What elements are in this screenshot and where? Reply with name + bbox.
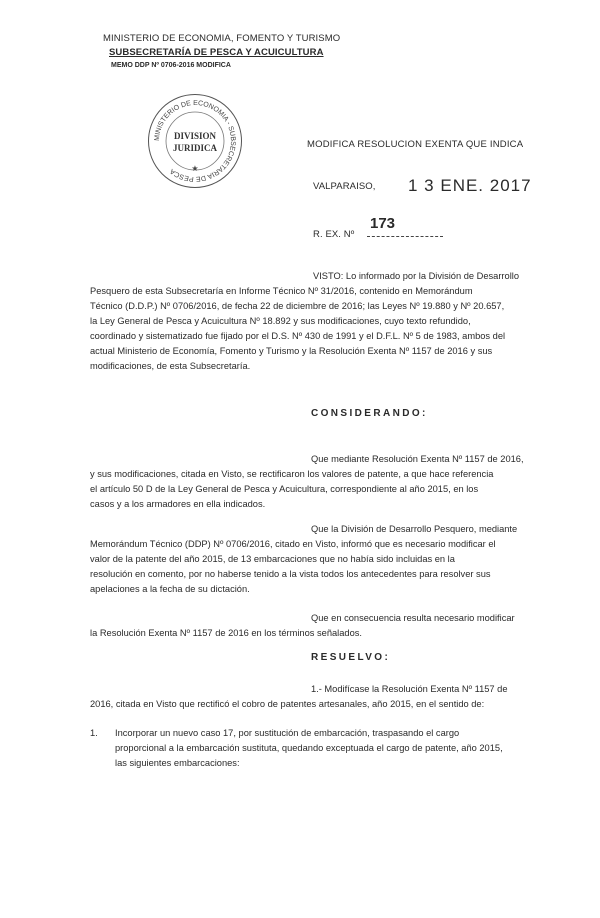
resuelvo-1-line: 1.- Modifícase la Resolución Exenta Nº 1157 de bbox=[311, 684, 508, 694]
considerando-2-line: valor de la patente del año 2015, de 13 embarcaciones que no había sido incluidas en la bbox=[90, 554, 455, 564]
considerando-3-line: la Resolución Exenta Nº 1157 de 2016 en los términos señalados. bbox=[90, 628, 362, 638]
considerando-2-line: Memorándum Técnico (DDP) Nº 0706/2016, citado en Visto, informó que es necesario modificar el bbox=[90, 539, 496, 549]
date-city: VALPARAISO, bbox=[313, 181, 376, 192]
ministry-name: MINISTERIO DE ECONOMIA, FOMENTO Y TURISMO bbox=[103, 33, 341, 44]
memo-reference: MEMO DDP Nº 0706-2016 MODIFICA bbox=[111, 62, 231, 69]
date-value: 1 3 ENE. 2017 bbox=[408, 176, 532, 195]
stamp-ring-text: MINISTERIO DE ECONOMIA - SUBSECRETARIA DE PESCA bbox=[153, 99, 237, 183]
visto-line: actual Ministerio de Economía, Fomento y Turismo y la Resolución Exenta Nº 1157 de 2016 y sus bbox=[90, 346, 493, 356]
item-1-line: Incorporar un nuevo caso 17, por sustitución de embarcación, traspasando el cargo bbox=[115, 728, 460, 738]
visto-line: Técnico (D.D.P.) Nº 0706/2016, de fecha 22 de diciembre de 2016; las Leyes Nº 19.880 y Nº 20.657, bbox=[90, 301, 505, 311]
considerando-1-line: Que mediante Resolución Exenta Nº 1157 de 2016, bbox=[311, 454, 524, 464]
visto-line: VISTO: Lo informado por la División de Desarrollo bbox=[313, 271, 520, 281]
considerando-2-line: apelaciones a la fecha de su dictación. bbox=[90, 584, 250, 594]
stamp-center-line1: DIVISION bbox=[173, 131, 217, 141]
considerando-2-line: resolución en comento, por no haberse tenido a la vista todos los antecedentes para resolver sus bbox=[90, 569, 491, 579]
stamp-center-line2: JURIDICA bbox=[172, 143, 218, 153]
considerando-3-line: Que en consecuencia resulta necesario modificar bbox=[311, 613, 515, 623]
subsecretaria-name: SUBSECRETARÍA DE PESCA Y ACUICULTURA bbox=[109, 47, 324, 58]
visto-line: la Ley General de Pesca y Acuicultura Nº 18.892 y sus modificaciones, cuyo texto refundido, bbox=[90, 316, 471, 326]
resuelvo-1-line: 2016, citada en Visto que rectificó el cobro de patentes artesanales, año 2015, en el sentido de: bbox=[90, 699, 485, 709]
considerando-1-line: y sus modificaciones, citada en Visto, se rectificaron los valores de patente, a que hace referencia bbox=[90, 469, 494, 479]
rex-number-underline bbox=[367, 236, 443, 237]
resuelvo-title: RESUELVO: bbox=[311, 652, 391, 663]
rex-number: 173 bbox=[370, 215, 396, 232]
item-1-line: las siguientes embarcaciones: bbox=[115, 758, 240, 768]
item-1-line: proporcional a la embarcación sustituta, quedando exceptuada el cargo de patente, año 2015, bbox=[115, 743, 503, 753]
star-icon: ★ bbox=[191, 164, 199, 173]
considerando-1-line: casos y a los armadores en ella indicados. bbox=[90, 499, 266, 509]
considerando-title: CONSIDERANDO: bbox=[311, 408, 428, 419]
rex-label: R. EX. Nº bbox=[313, 229, 355, 240]
considerando-1-line: el artículo 50 D de la Ley General de Pesca y Acuicultura, correspondiente al año 2015, en los bbox=[90, 484, 479, 494]
visto-line: coordinado y sistematizado fue fijado por el D.S. Nº 430 de 1991 y el D.F.L. Nº 5 de 1983, ambos del bbox=[90, 331, 506, 341]
item-1-marker: 1. bbox=[90, 728, 98, 738]
visto-line: Pesquero de esta Subsecretaría en Informe Técnico Nº 31/2016, contenido en Memorándum bbox=[90, 286, 473, 296]
visto-line: modificaciones, de esta Subsecretaría. bbox=[90, 361, 251, 371]
considerando-2-line: Que la División de Desarrollo Pesquero, mediante bbox=[311, 524, 518, 534]
division-juridica-stamp bbox=[148, 94, 242, 188]
document-subject: MODIFICA RESOLUCION EXENTA QUE INDICA bbox=[307, 139, 524, 150]
